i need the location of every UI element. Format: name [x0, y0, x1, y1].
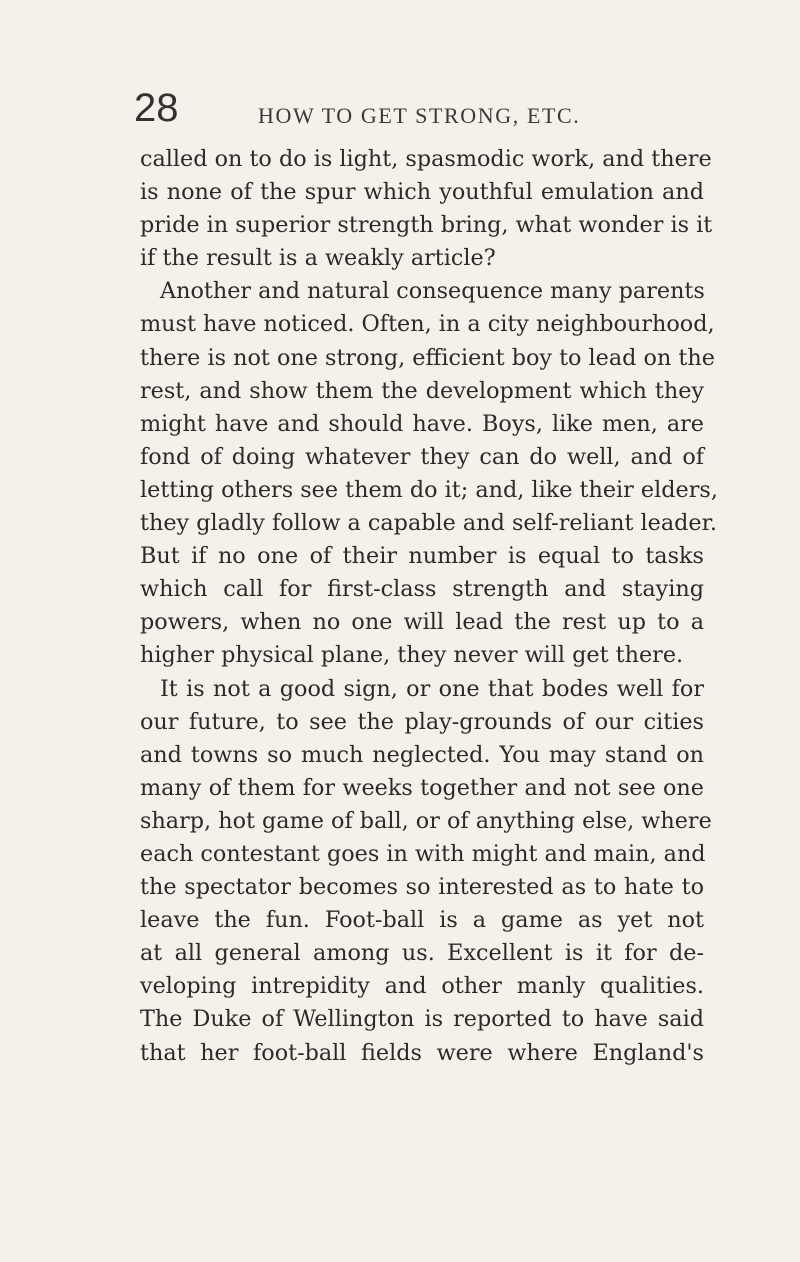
- text-line: is none of the spur which youthful emulation and: [140, 179, 704, 206]
- text-line: they gladly follow a capable and self-reliant leader.: [140, 510, 717, 537]
- text-line: letting others see them do it; and, like their elders,: [140, 476, 718, 503]
- text-line: Another and natural consequence many parents: [160, 278, 705, 305]
- body-text: [140, 143, 718, 1070]
- text-line: powers, when no one will lead the rest up to a: [140, 609, 704, 636]
- text-line: at all general among us. Excellent is it for de-: [140, 940, 704, 967]
- text-line: leave the fun. Foot-ball is a game as yet not: [140, 907, 704, 934]
- text-line: But if no one of their number is equal to tasks: [140, 543, 704, 570]
- running-head: [134, 88, 674, 138]
- text-line: there is not one strong, efficient boy to lead on the: [140, 344, 715, 371]
- text-line: many of them for weeks together and not see one: [140, 774, 704, 801]
- text-line: called on to do is light, spasmodic work, and there: [140, 146, 712, 172]
- page-number: 28: [134, 86, 179, 130]
- text-line: which call for first-class strength and staying: [140, 576, 704, 603]
- text-line: It is not a good sign, or one that bodes well for: [160, 675, 704, 702]
- text-line: the spectator becomes so interested as to hate to: [140, 874, 704, 901]
- text-line: rest, and show them the development which they: [140, 377, 704, 404]
- text-line: and towns so much neglected. You may stand on: [140, 741, 704, 768]
- text-line: fond of doing whatever they can do well, and of: [140, 443, 704, 470]
- text-line: veloping intrepidity and other manly qualities.: [140, 973, 704, 1000]
- text-line: sharp, hot game of ball, or of anything else, where: [140, 807, 712, 834]
- text-line: that her foot-ball fields were where England's: [140, 1039, 704, 1066]
- text-line: higher physical plane, they never will get there.: [140, 642, 684, 669]
- text-line: must have noticed. Often, in a city neighbourhood,: [140, 311, 715, 338]
- text-line: The Duke of Wellington is reported to have said: [140, 1006, 704, 1033]
- text-line: might have and should have. Boys, like men, are: [140, 410, 704, 437]
- text-line: our future, to see the play-grounds of our cities: [140, 708, 704, 735]
- text-line: if the result is a weakly article?: [140, 245, 496, 272]
- text-line: each contestant goes in with might and main, and: [140, 840, 706, 867]
- running-title: HOW TO GET STRONG, ETC.: [258, 103, 581, 128]
- text-line: pride in superior strength bring, what wonder is it: [140, 212, 713, 239]
